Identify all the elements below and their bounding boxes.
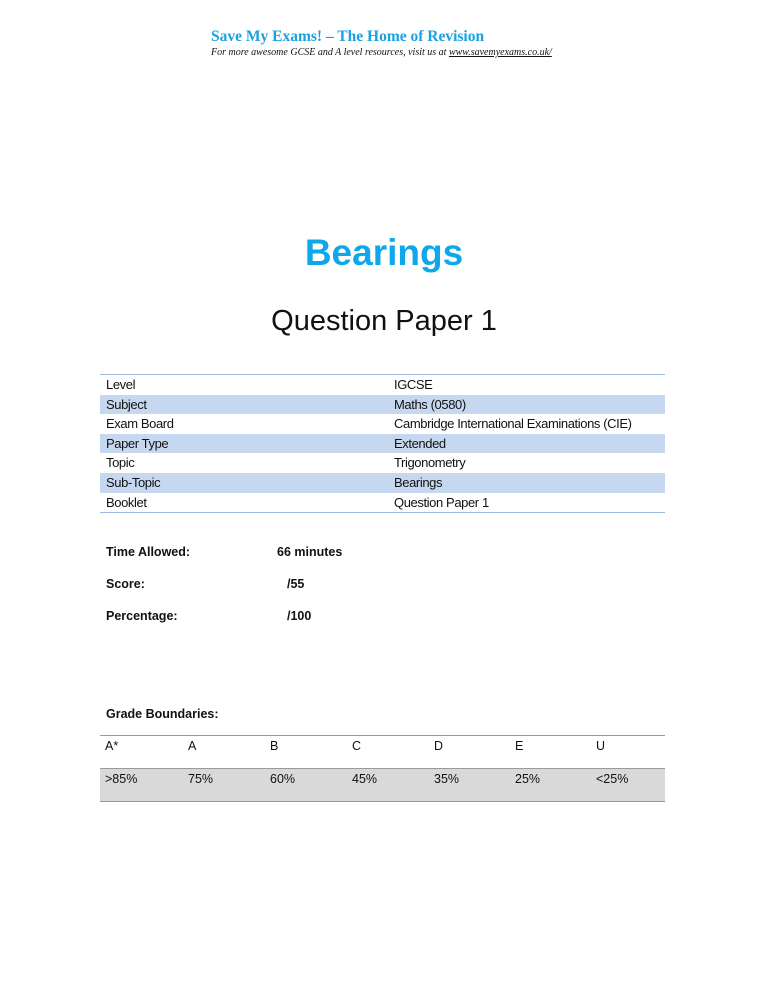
info-value: IGCSE [394,377,433,392]
info-value: Extended [394,435,446,451]
info-key: Level [106,377,136,392]
time-allowed-label: Time Allowed: [106,545,191,559]
info-value: Bearings [394,474,443,490]
boundary-cell: 35% [434,772,460,786]
grade-values-row [100,768,665,801]
grade-cell: E [515,739,524,753]
info-value: Cambridge International Examinations (CIE) [394,416,632,432]
document-subtitle: Question Paper 1 [271,305,497,337]
boundary-cell: 45% [352,772,378,786]
grade-cell: C [352,739,362,753]
score-value: /55 [287,577,305,591]
grade-boundaries-table [100,735,665,802]
grade-boundaries-label: Grade Boundaries: [106,707,219,721]
info-row-paper-type [100,434,665,454]
site-title: Save My Exams! – The Home of Revision [211,28,485,45]
grade-cell: D [434,739,444,753]
info-table [100,374,665,513]
info-row-topic [100,453,665,473]
boundary-cell: 25% [515,772,541,786]
boundary-cell: <25% [596,772,629,786]
info-key: Paper Type [106,435,169,451]
grade-header-row [100,736,665,768]
info-value: Question Paper 1 [394,494,489,510]
percentage-value: /100 [287,609,312,623]
boundary-cell: 75% [188,772,214,786]
document-title: Bearings [304,232,464,273]
info-value: Trigonometry [394,455,466,471]
site-subtitle [211,47,552,58]
info-key: Booklet [106,494,147,510]
info-row-level [100,375,665,395]
grade-cell: A* [105,739,119,753]
info-value: Maths (0580) [394,396,466,412]
info-row-booklet [100,493,665,513]
time-allowed-value: 66 minutes [277,545,343,559]
boundary-cell: >85% [105,772,138,786]
grade-cell: A [188,739,197,753]
info-key: Subject [106,396,147,412]
info-key: Sub-Topic [106,474,161,490]
grade-cell: B [270,739,279,753]
score-label: Score: [106,577,145,591]
info-key: Topic [106,455,135,471]
info-row-exam-board [100,414,665,434]
boundary-cell: 60% [270,772,296,786]
info-row-sub-topic [100,473,665,493]
grade-cell: U [596,739,606,753]
site-link[interactable]: www.savemyexams.co.uk/ [448,47,552,58]
site-subtitle-text: For more awesome GCSE and A level resources, visit us at [211,47,449,58]
percentage-label: Percentage: [106,609,178,623]
info-key: Exam Board [106,416,174,432]
info-row-subject [100,395,665,415]
